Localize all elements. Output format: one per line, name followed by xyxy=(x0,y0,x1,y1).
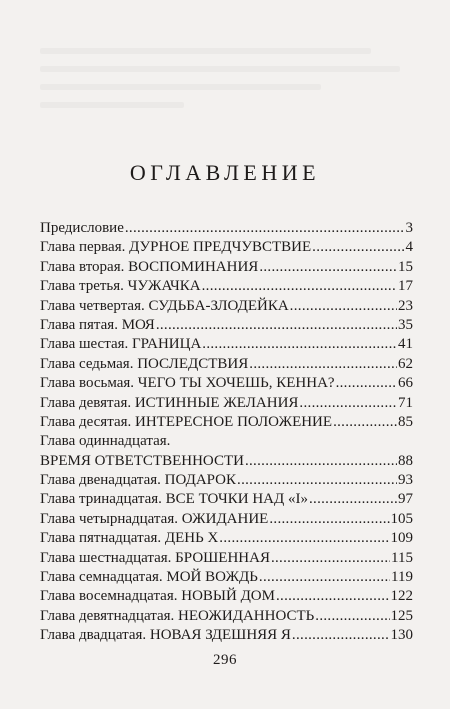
toc-entry[interactable] xyxy=(40,335,413,354)
toc-entry-label: Предисловие xyxy=(40,220,124,236)
toc-entry-line2 xyxy=(40,452,413,471)
dot-leader xyxy=(219,529,389,548)
toc-entry-label: Глава десятая. ИНТЕРЕСНОЕ ПОЛОЖЕНИЕ xyxy=(40,413,333,430)
dot-leader xyxy=(269,510,389,529)
dot-leader xyxy=(259,568,390,587)
toc-entry-page: 71 xyxy=(398,394,413,411)
toc-entry[interactable] xyxy=(40,529,413,548)
toc-entry-page: 62 xyxy=(398,355,413,372)
toc-entry[interactable] xyxy=(40,355,413,374)
toc-entry-label: Глава седьмая. ПОСЛЕДСТВИЯ xyxy=(40,355,249,372)
toc-entry[interactable] xyxy=(40,413,413,432)
toc-entry-page: 15 xyxy=(398,258,413,275)
toc-entry[interactable] xyxy=(40,490,413,509)
toc-entry-page: 35 xyxy=(398,316,413,333)
toc-entry-label: ВРЕМЯ ОТВЕТСТВЕННОСТИ xyxy=(40,452,244,469)
toc-entry-page: 109 xyxy=(390,530,413,547)
toc-entry-page: 41 xyxy=(398,336,413,353)
toc-entry[interactable] xyxy=(40,394,413,413)
toc-entry-page: 93 xyxy=(398,472,413,489)
toc-entry-label: Глава восемнадцатая. НОВЫЙ ДОМ xyxy=(40,588,275,605)
toc-entry-label: Глава девятнадцатая. НЕОЖИДАННОСТЬ xyxy=(40,607,315,624)
toc-entry[interactable] xyxy=(40,297,413,316)
dot-leader xyxy=(202,335,397,354)
dot-leader xyxy=(249,355,397,374)
dot-leader xyxy=(276,587,390,606)
toc-entry-label: Глава семнадцатая. МОЙ ВОЖДЬ xyxy=(40,569,258,586)
toc-entry-label: Глава девятая. ИСТИННЫЕ ЖЕЛАНИЯ xyxy=(40,394,299,411)
toc-entry-label: Глава шестая. ГРАНИЦА xyxy=(40,336,202,353)
dot-leader xyxy=(156,316,397,335)
toc-entry-label-line1: Глава одиннадцатая. xyxy=(40,433,171,450)
page-title: ОГЛАВЛЕНИЕ xyxy=(129,160,321,185)
dot-leader xyxy=(312,238,404,257)
dot-leader xyxy=(290,297,397,316)
toc-entry[interactable] xyxy=(40,432,413,471)
toc-entry-page: 17 xyxy=(398,278,413,295)
toc-entry[interactable] xyxy=(40,549,413,568)
toc-entry-label: Глава пятая. МОЯ xyxy=(40,316,155,333)
toc-entry-label: Глава двенадцатая. ПОДАРОК xyxy=(40,472,237,489)
toc-entry[interactable] xyxy=(40,238,413,257)
dot-leader xyxy=(237,471,397,490)
toc-entry[interactable] xyxy=(40,219,413,238)
toc-entry-page: 66 xyxy=(398,375,413,392)
toc-entry-label: Глава двадцатая. НОВАЯ ЗДЕШНЯЯ Я xyxy=(40,627,291,644)
toc-entry-label: Глава первая. ДУРНОЕ ПРЕДЧУВСТВИЕ xyxy=(40,239,312,256)
toc-entry-label: Глава тринадцатая. ВСЕ ТОЧКИ НАД «I» xyxy=(40,491,308,508)
table-of-contents xyxy=(40,219,413,646)
dot-leader xyxy=(315,607,389,626)
toc-entry-label: Глава четырнадцатая. ОЖИДАНИЕ xyxy=(40,510,269,527)
toc-entry-page: 119 xyxy=(391,569,413,586)
toc-entry-page: 88 xyxy=(398,452,413,469)
toc-entry[interactable] xyxy=(40,316,413,335)
toc-entry-label: Глава третья. ЧУЖАЧКА xyxy=(40,278,201,295)
dot-leader xyxy=(309,490,397,509)
toc-entry-page: 105 xyxy=(390,510,413,527)
toc-entry-page: 23 xyxy=(398,297,413,314)
toc-entry-label: Глава вторая. ВОСПОМИНАНИЯ xyxy=(40,258,259,275)
toc-entry-label: Глава четвертая. СУДЬБА-ЗЛОДЕЙКА xyxy=(40,297,289,314)
dot-leader xyxy=(292,626,390,645)
bleed-through-text xyxy=(40,48,400,118)
toc-entry[interactable] xyxy=(40,568,413,587)
dot-leader xyxy=(299,394,397,413)
dot-leader xyxy=(336,374,397,393)
toc-entry[interactable] xyxy=(40,587,413,606)
toc-entry[interactable] xyxy=(40,374,413,393)
toc-entry-page: 130 xyxy=(390,627,413,644)
toc-entry[interactable] xyxy=(40,277,413,296)
toc-entry[interactable] xyxy=(40,626,413,645)
toc-entry-page: 122 xyxy=(390,588,413,605)
toc-entry-page: 4 xyxy=(405,239,413,256)
dot-leader xyxy=(271,549,390,568)
dot-leader xyxy=(125,219,405,238)
page-number: 296 xyxy=(213,652,237,668)
toc-entry-page: 125 xyxy=(390,607,413,624)
toc-entry[interactable] xyxy=(40,258,413,277)
toc-entry-label: Глава шестнадцатая. БРОШЕННАЯ xyxy=(40,549,270,566)
dot-leader xyxy=(245,452,397,471)
toc-entry[interactable] xyxy=(40,607,413,626)
dot-leader xyxy=(202,277,397,296)
toc-entry[interactable] xyxy=(40,471,413,490)
toc-entry[interactable] xyxy=(40,510,413,529)
toc-entry-page: 3 xyxy=(405,220,413,236)
toc-entry-label: Глава пятнадцатая. ДЕНЬ Х xyxy=(40,530,219,547)
toc-entry-label: Глава восьмая. ЧЕГО ТЫ ХОЧЕШЬ, КЕННА? xyxy=(40,375,335,392)
dot-leader xyxy=(259,258,397,277)
toc-entry-page: 115 xyxy=(391,549,413,566)
toc-entry-page: 97 xyxy=(398,491,413,508)
dot-leader xyxy=(333,413,397,432)
toc-entry-page: 85 xyxy=(398,413,413,430)
